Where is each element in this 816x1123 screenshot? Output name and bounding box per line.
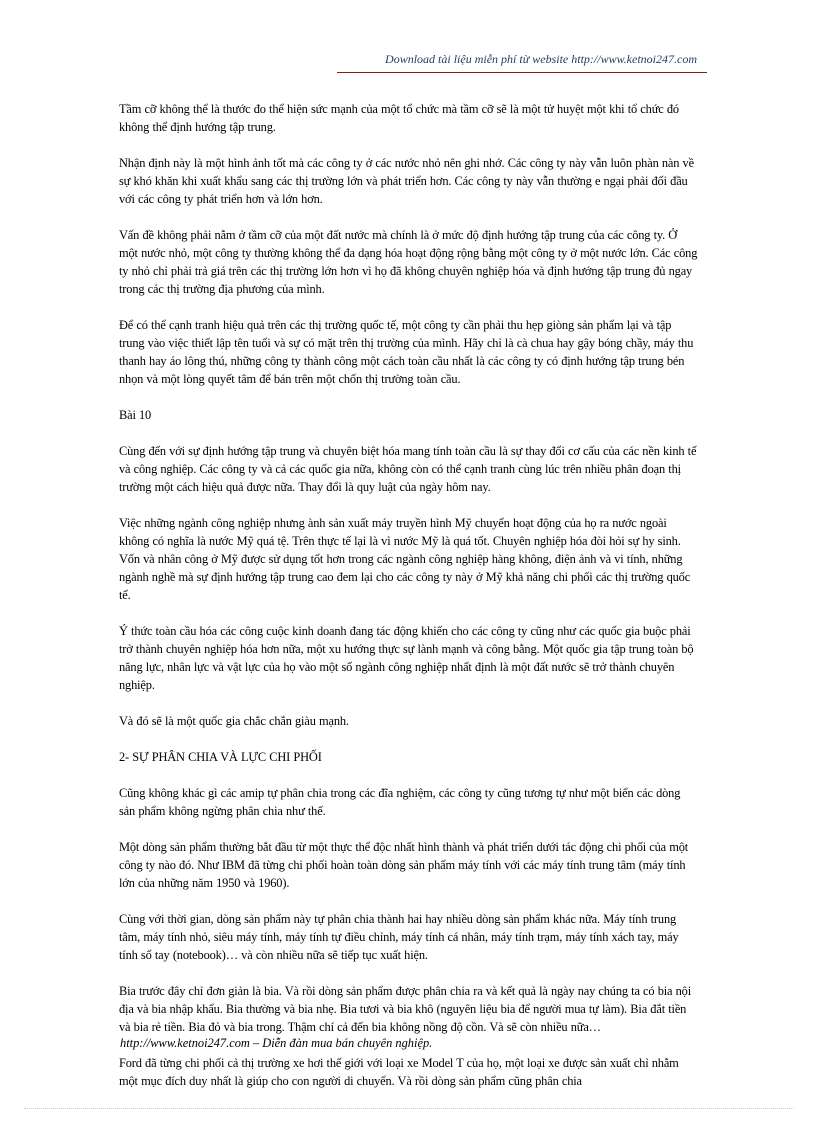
- document-body: [119, 100, 699, 1108]
- header-text: Download tài liệu miễn phí từ website http://www.ketnoi247.com: [385, 52, 697, 66]
- paragraph: Cùng đến với sự định hướng tập trung và chuyên biệt hóa mang tính toàn cầu là sự thay đổi cơ cấu của các nền kinh tế và công nghiệp. Các công ty và cả các quốc gia nữa, không còn có thể cạnh tranh cùng lúc trên nhiều phân đoạn thị trường một cách hiệu quả được nữa. Thay đổi là quy luật của ngày hôm nay.: [119, 444, 697, 494]
- page-bottom-border: [24, 1108, 794, 1109]
- paragraph: Việc những ngành công nghiệp nhưng ành sản xuất máy truyền hình Mỹ chuyển hoạt động của họ ra nước ngoài không có nghĩa là nước Mỹ quá tệ. Trên thực tế lại là vì nước Mỹ là quá tốt. Chuyên nghiệp hóa đòi hỏi sự hy sinh. Vốn và nhân công ở Mỹ được sử dụng tốt hơn trong các ngành công nghiệp hàng không, điện ảnh và vi tính, những ngành nghề mà sự định hướng tập trung cao đem lại cho các công ty này ở Mỹ khả năng chi phối các thị trường quốc tế.: [119, 516, 691, 602]
- footer-tagline: – Diễn đàn mua bán chuyên nghiệp.: [249, 1036, 433, 1050]
- paragraph: Tầm cỡ không thể là thước đo thể hiện sức mạnh của một tổ chức mà tầm cỡ sẽ là một tử huyệt một khi tổ chức đó không thể định hướng tập trung.: [119, 102, 679, 134]
- paragraph: Ý thức toàn cầu hóa các công cuộc kinh doanh đang tác động khiến cho các công ty cũng như các quốc gia buộc phải trở thành chuyên nghiệp hóa hơn nữa, một xu hướng thực sự lành mạnh và công bằng. Một quốc gia tập trung toàn bộ năng lực, nhân lực và vật lực của họ vào một số ngành công nghiệp nhất định là một đất nước sẽ trở thành chuyên nghiệp.: [119, 624, 694, 692]
- page-header: [337, 50, 697, 68]
- paragraph: Để có thể cạnh tranh hiệu quả trên các thị trường quốc tế, một công ty cần phải thu hẹp giòng sản phẩm lại và tập trung vào việc thiết lập tên tuổi và sự có mặt trên thị trường của mình. Hãy chỉ là cà chua hay gậy bóng chầy, máy thu thanh hay áo lông thú, những công ty thành công một cách toàn cầu nhất là các công ty có định hướng tập trung bén nhọn và một lòng quyết tâm để bán trên một chốn thị trường toàn cầu.: [119, 318, 694, 386]
- page-footer: [120, 1036, 432, 1051]
- paragraph: Ford đã từng chi phối cả thị trường xe hơi thế giới với loại xe Model T của họ, một loại xe được sản xuất chỉ nhằm một mục đích duy nhất là giúp cho con người di chuyển. Và rồi dòng sản phẩm cũng phân chia: [119, 1056, 679, 1088]
- paragraph: Nhận định này là một hình ảnh tốt mà các công ty ở các nước nhỏ nên ghi nhớ. Các công ty này vẫn luôn phàn nàn về sự khó khăn khi xuất khẩu sang các thị trường lớn và phát triển hơn. Các công ty này vẫn thường e ngại phải đối đầu với các công ty phát triển hơn và lớn hơn.: [119, 156, 694, 206]
- paragraph: Cùng với thời gian, dòng sản phẩm này tự phân chia thành hai hay nhiều dòng sản phẩm khác nữa. Máy tính trung tâm, máy tính nhỏ, siêu máy tính, máy tính tự điều chỉnh, máy tính cá nhân, máy tính trạm, máy tính xách tay, máy tính sổ tay (notebook)… và còn nhiều nữa sẽ tiếp tục xuất hiện.: [119, 912, 679, 962]
- paragraph: Một dòng sản phẩm thường bắt đầu từ một thực thể độc nhất hình thành và phát triển dưới tác động chi phối của một công ty nào đó. Như IBM đã từng chi phối hoàn toàn dòng sản phẩm máy tính với các máy tính trung tâm (máy tính lớn của những năm 1950 và 1960).: [119, 840, 689, 890]
- footer-url[interactable]: http://www.ketnoi247.com: [120, 1036, 250, 1050]
- section-heading: 2- SỰ PHÂN CHIA VÀ LỰC CHI PHỐI: [119, 750, 322, 764]
- header-divider: [337, 72, 707, 73]
- paragraph: Cũng không khác gì các amip tự phân chia trong các đĩa nghiệm, các công ty cũng tương tự như một biển các dòng sản phẩm không ngừng phân chia như thế.: [119, 786, 681, 818]
- lesson-heading: Bài 10: [119, 408, 152, 422]
- paragraph: Vấn đề không phải nằm ở tầm cỡ của một đất nước mà chính là ở mức độ định hướng tập trung của các công ty. Ở một nước nhỏ, một công ty thường không thể đa dạng hóa hoạt động rộng bằng một công ty ở một nước lớn. Các công ty nhỏ chỉ phải trả giá trên các thị trường lớn hơn vì họ đã không chuyên nghiệp hóa và định hướng tập trung đủ ngay trong các thị trường địa phương của mình.: [119, 228, 698, 296]
- paragraph: Và đó sẽ là một quốc gia chắc chắn giàu mạnh.: [119, 714, 349, 728]
- paragraph: Bia trước đây chỉ đơn giản là bia. Và rồi dòng sản phẩm được phân chia ra và kết quả là ngày nay chúng ta có bia nội địa và bia nhập khẩu. Bia thường và bia nhẹ. Bia tươi và bia khô (nguyên liệu bia để người mua tự làm). Bia đắt tiền và bia rẻ tiền. Bia đỏ và bia trong. Thậm chí cả đến bia không nồng độ cồn. Và sẽ còn nhiều nữa…: [119, 984, 692, 1034]
